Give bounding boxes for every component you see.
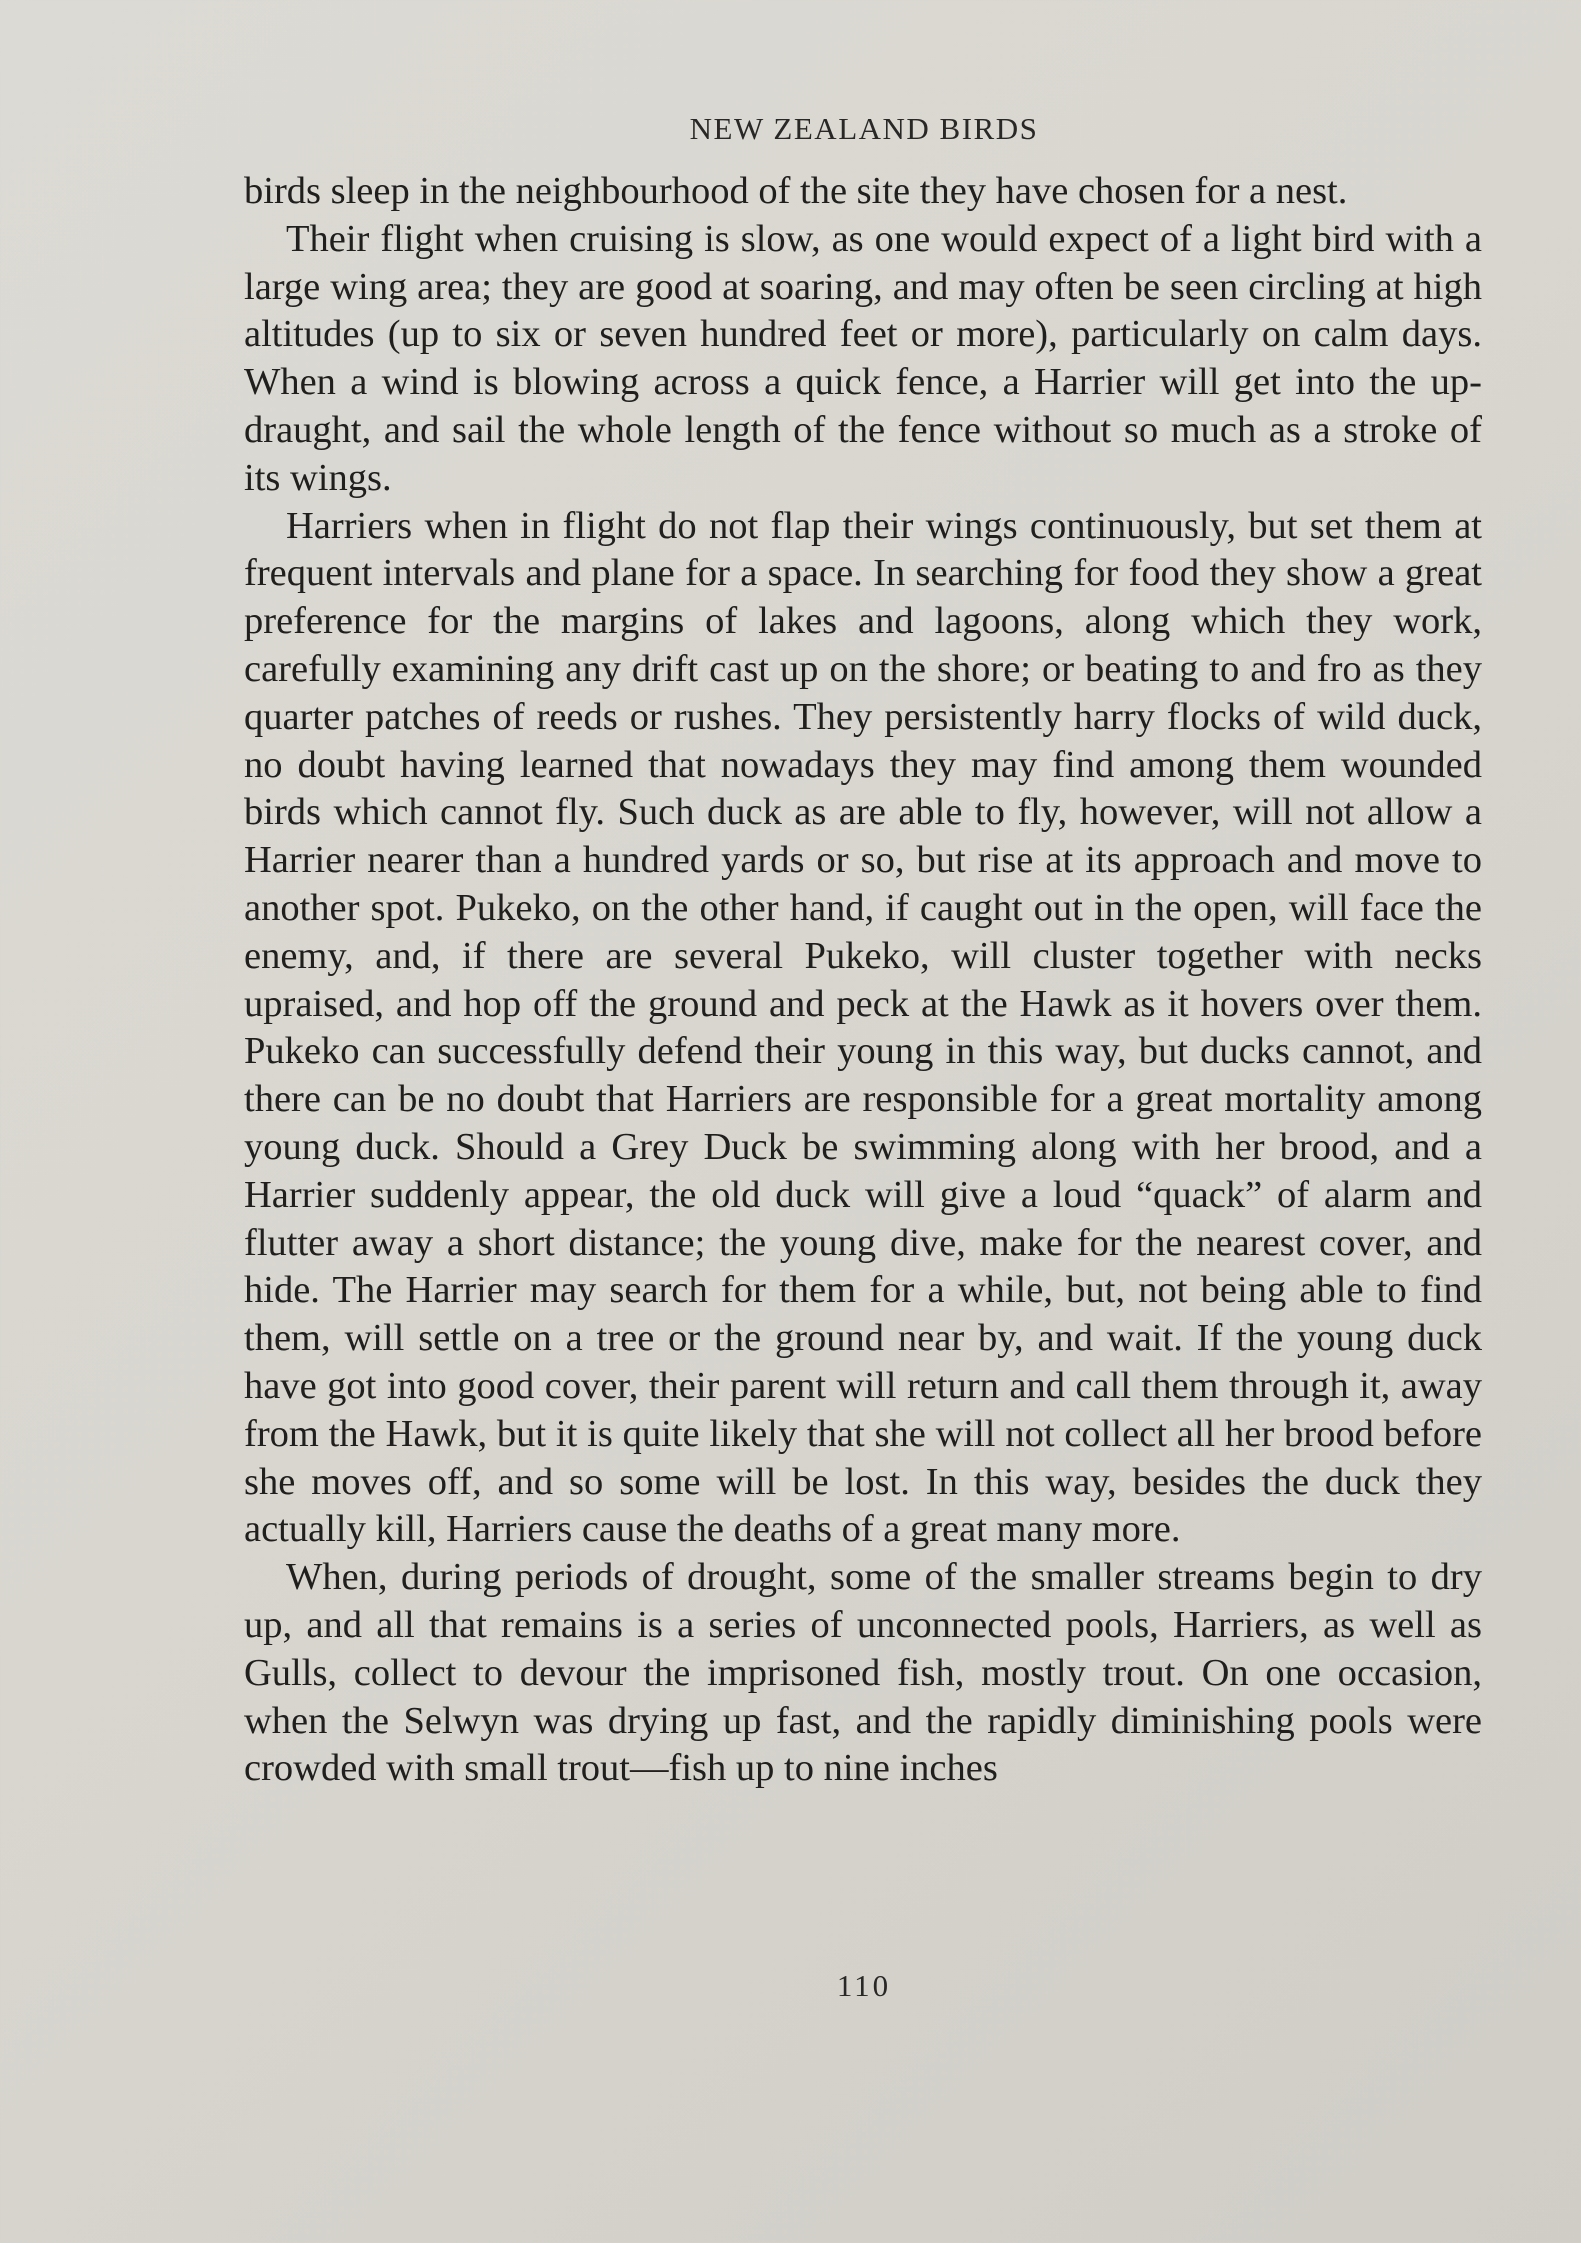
paragraph: Harriers when in flight do not flap their wings continuously, but set them at frequent intervals and plane for a space. In searching for food they show a great preference for the margins of lakes and lagoons, along which they work, carefully examining any drift cast up on the shore; or beating to and fro as they quarter patches of reeds or rushes. They persistently harry flocks of wild duck, no doubt having learned that nowadays they may find among them wounded birds which cannot fly. Such duck as are able to fly, however, will not allow a Harrier nearer than a hundred yards or so, but rise at its approach and move to another spot. Pukeko, on the other hand, if caught out in the open, will face the enemy, and, if there are several Pukeko, will cluster together with necks upraised, and hop off the ground and peck at the Hawk as it hovers over them. Pukeko can successfully defend their young in this way, but ducks cannot, and there can be no doubt that Harriers are responsible for a great mortality among young duck. Should a Grey Duck be swimming along with her brood, and a Harrier suddenly appear, the old duck will give a loud “quack” of alarm and flutter away a short distance; the young dive, make for the nearest cover, and hide. The Harrier may search for them for a while, but, not being able to find them, will settle on a tree or the ground near by, and wait. If the young duck have got into good cover, their parent will return and call them through it, away from the Hawk, but it is quite likely that she will not collect all her brood before she moves off, and so some will be lost. In this way, besides the duck they actually kill, Harriers cause the deaths of a great many more.: [244, 504, 1482, 1551]
paragraph: Their flight when cruising is slow, as one would expect of a light bird with a large wing area; they are good at soaring, and may often be seen circling at high altitudes (up to six or seven hundred feet or more), particularly on calm days. When a wind is blowing across a quick fence, a Harrier will get into the up-draught, and sail the whole length of the fence without so much as a stroke of its wings.: [244, 217, 1482, 499]
paragraph: birds sleep in the neighbourhood of the site they have chosen for a nest.: [244, 170, 1348, 212]
page-number: 110: [836, 1968, 892, 2003]
body-text: [244, 168, 1482, 1793]
running-head: NEW ZEALAND BIRDS: [689, 111, 1039, 146]
paragraph: When, during periods of drought, some of the smaller streams begin to dry up, and all that remains is a series of unconnected pools, Harriers, as well as Gulls, collect to devour the imprisoned fish, mostly trout. On one occasion, when the Selwyn was drying up fast, and the rapidly diminishing pools were crowded with small trout—fish up to nine inches: [244, 1556, 1482, 1790]
